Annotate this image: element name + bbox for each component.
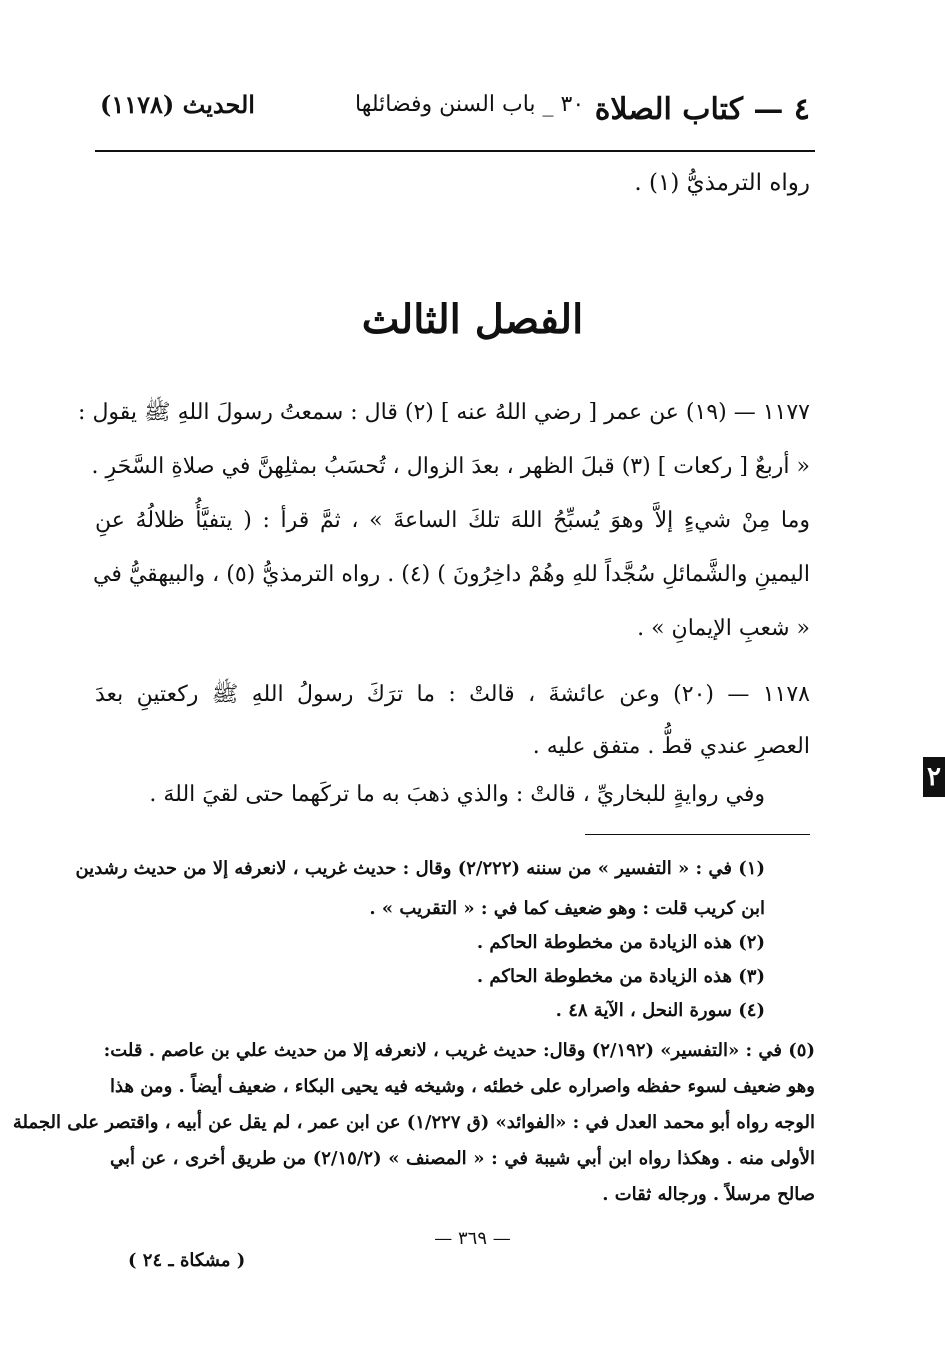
footnote: ابن كريب قلت : وهو ضعيف كما في : « التقريب » . (369, 898, 765, 919)
signature-mark: ( مشكاة ـ ٢٤ ) (128, 1250, 246, 1271)
hadith-1177-line: وما مِنْ شيءٍ إلاَّ وهوَ يُسبِّحُ اللهَ تلكَ الساعةَ » ، ثمَّ قرأ : ( يتفيَّأُ ظلالُهُ عنِ (95, 508, 810, 533)
carryover-line: رواه الترمذيُّ (١) . (634, 170, 810, 196)
hadith-1178-line: ١١٧٨ — (٢٠) وعن عائشةَ ، قالتْ : ما ترَكَ رسولُ اللهِ ﷺ ركعتينِ بعدَ (95, 682, 810, 707)
footnote-rule (585, 834, 810, 835)
footnote: الوجه رواه أبو محمد العدل في : «الفوائد» (ق ١/٢٢٧) عن ابن عمر ، لم يقل عن أبيه ، واقتصر على الجملة (12, 1112, 815, 1133)
footnote: (٣) هذه الزيادة من مخطوطة الحاكم . (476, 966, 765, 987)
hadith-1178-line: وفي روايةٍ للبخاريِّ ، قالتْ : والذي ذهبَ به ما تركَهما حتى لقيَ اللهَ . (149, 782, 765, 807)
footnote: الأولى منه . وهكذا رواه ابن أبي شيبة في : « المصنف » (٢/١٥/٢) من طريق أخرى ، عن أبي (110, 1148, 816, 1169)
chapter-title: ٣٠ _ باب السنن وفضائلها (355, 92, 585, 117)
hadith-1178-line: العصرِ عندي قطُّ . متفق عليه . (532, 734, 810, 759)
hadith-1177-line: « أربعٌ [ ركعات ] (٣) قبلَ الظهر ، بعدَ الزوال ، تُحسَبُ بمثلِهنَّ في صلاةِ السَّحَرِ . (91, 454, 810, 479)
hadith-1177-line: ١١٧٧ — (١٩) عن عمر [ رضي اللهُ عنه ] (٢) قال : سمعتُ رسولَ اللهِ ﷺ يقول : (78, 400, 810, 425)
hadith-1177-line: اليمينِ والشَّمائلِ سُجَّداً للهِ وهُمْ داخِرُونَ ) (٤) . رواه الترمذيُّ (٥) ، والبيهقيُّ في (93, 562, 810, 587)
header-rule (95, 150, 815, 152)
footnote: (١) في : « التفسير » من سننه (٢/٢٢٢) وقال : حديث غريب ، لانعرفه إلا من حديث رشدين (75, 858, 765, 879)
footnote: صالح مرسلاً . ورجاله ثقات . (602, 1184, 815, 1205)
side-tab: ٢ (923, 757, 945, 797)
section-title: الفصل الثالث (361, 296, 584, 343)
footnote: (٢) هذه الزيادة من مخطوطة الحاكم . (476, 932, 765, 953)
footnote: وهو ضعيف لسوء حفظه واصراره على خطئه ، وشيخه فيه يحيى البكاء ، ضعيف أيضاً . ومن هذا (110, 1076, 815, 1097)
hadith-range: الحديث (١١٧٨) (100, 90, 255, 119)
book-title: ٤ — كتاب الصلاة (594, 92, 810, 127)
footnote: (٥) في : «التفسير» (٢/١٩٢) وقال: حديث غريب ، لانعرفه إلا من حديث علي بن عاصم . قلت: (103, 1040, 815, 1061)
page-number: — ٣٦٩ — (434, 1228, 511, 1249)
footnote: (٤) سورة النحل ، الآية ٤٨ . (555, 1000, 765, 1021)
hadith-1177-line: « شعبِ الإيمانِ » . (637, 616, 810, 641)
